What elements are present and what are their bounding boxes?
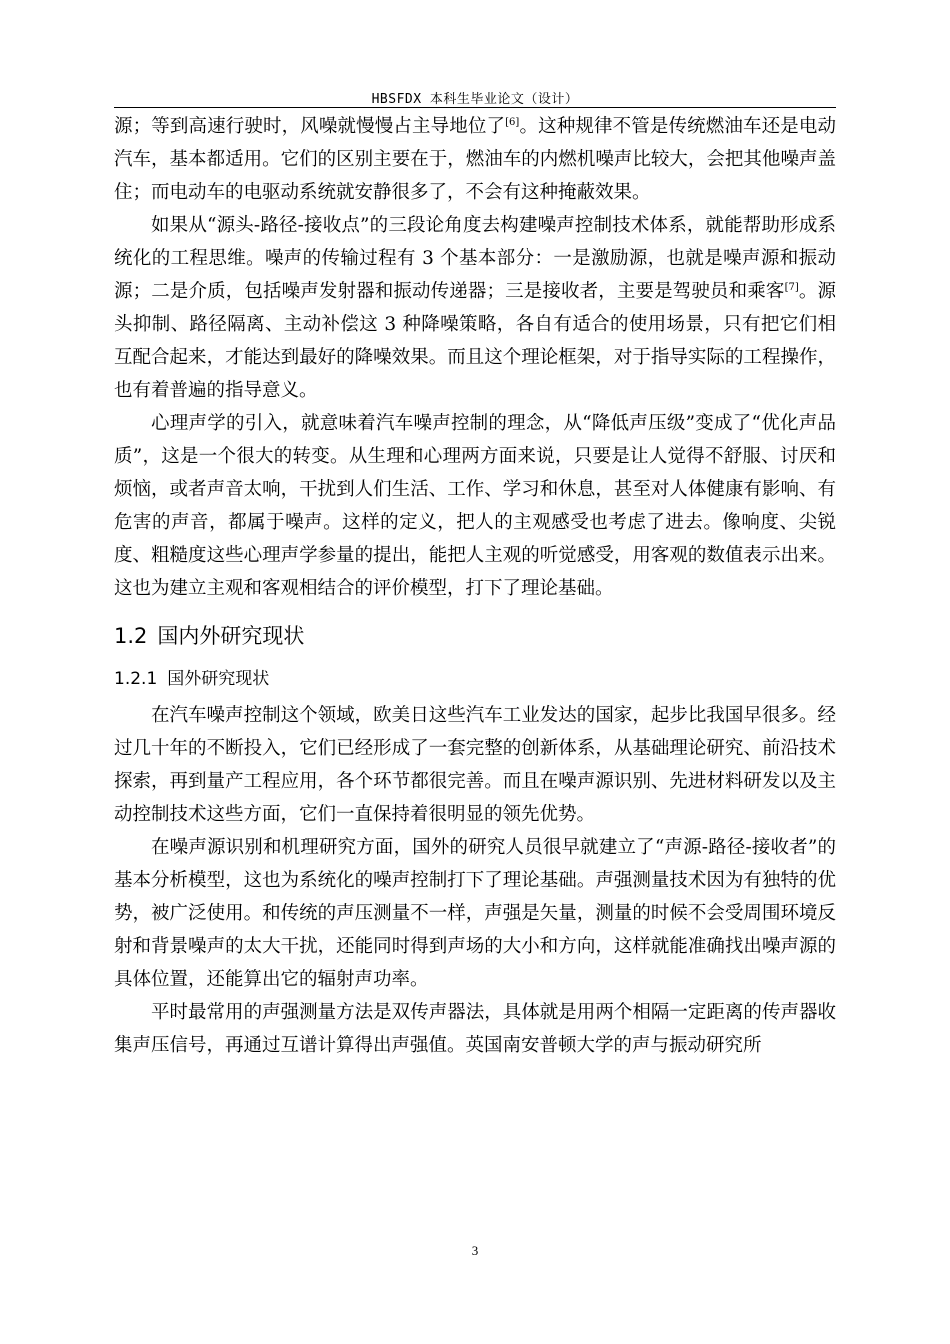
- paragraph: 在汽车噪声控制这个领域，欧美日这些汽车工业发达的国家，起步比我国早很多。经过几十年的不断投入，它们已经形成了一套完整的创新体系，从基础理论研究、前沿技术探索，再到量产工程应用，各个环节都很完善。而且在噪声源识别、先进材料研发以及主动控制技术这些方面，它们一直保持着很明显的领先优势。: [114, 705, 836, 825]
- paragraph: [114, 209, 836, 407]
- paragraph: 在噪声源识别和机理研究方面，国外的研究人员很早就建立了“声源-路径-接收者”的基本分析模型，这也为系统化的噪声控制打下了理论基础。声强测量技术因为有独特的优势，被广泛使用。和传统的声压测量不一样，声强是矢量，测量的时候不会受周围环境反射和背景噪声的太大干扰，还能同时得到声场的大小和方向，这样就能准确找出噪声源的具体位置，还能算出它的辐射声功率。: [114, 837, 836, 990]
- paragraph-continued: [114, 110, 836, 209]
- citation-ref[interactable]: [7]: [784, 282, 799, 293]
- subsection-title: 国外研究现状: [167, 669, 270, 689]
- paragraph-text: 如果从“源头-路径-接收点”的三段论角度去构建噪声控制技术体系，就能帮助形成系统化的工程思维。噪声的传输过程有 3 个基本部分：一是激励源，也就是噪声源和振动源；二是介质，包括噪声发射器和振动传递器；三是接收者，主要是驾驶员和乘客: [114, 215, 836, 302]
- paragraph-text: 。这种规律不管是传统燃油车还是电动汽车，基本都适用。它们的区别主要在于，燃油车的内燃机噪声比较大，会把其他噪声盖住；而电动车的电驱动系统就安静很多了，不会有这种掩蔽效果。: [114, 116, 836, 203]
- section-title: 国内外研究现状: [157, 624, 305, 648]
- page-number: 3: [471, 1243, 479, 1258]
- section-number: 1.2: [114, 624, 148, 648]
- paragraph-text: 源；等到高速行驶时，风噪就慢慢占主导地位了: [114, 116, 506, 137]
- subsection-heading: [114, 663, 836, 695]
- paragraph: 平时最常用的声强测量方法是双传声器法，具体就是用两个相隔一定距离的传声器收集声压信号，再通过互谱计算得出声强值。英国南安普顿大学的声与振动研究所: [114, 1002, 836, 1056]
- header-rule: [114, 107, 836, 108]
- subsection-number: 1.2.1: [114, 669, 158, 689]
- running-header: HBSFDX 本科生毕业论文（设计）: [371, 92, 579, 107]
- page-body: [114, 110, 836, 1062]
- paragraph: 心理声学的引入，就意味着汽车噪声控制的理念，从“降低声压级”变成了“优化声品质”，这是一个很大的转变。从生理和心理两方面来说，只要是让人觉得不舒服、讨厌和烦恼，或者声音太响，干扰到人们生活、工作、学习和休息，甚至对人体健康有影响、有危害的声音，都属于噪声。这样的定义，把人的主观感受也考虑了进去。像响度、尖锐度、粗糙度这些心理声学参量的提出，能把人主观的听觉感受，用客观的数值表示出来。这也为建立主观和客观相结合的评价模型，打下了理论基础。: [114, 413, 836, 599]
- section-heading: [114, 619, 836, 653]
- paragraph-text: 。源头抑制、路径隔离、主动补偿这 3 种降噪策略，各自有适合的使用场景，只有把它们相互配合起来，才能达到最好的降噪效果。而且这个理论框架，对于指导实际的工程操作，也有着普遍的指导意义。: [114, 281, 836, 401]
- citation-ref[interactable]: [6]: [505, 117, 520, 128]
